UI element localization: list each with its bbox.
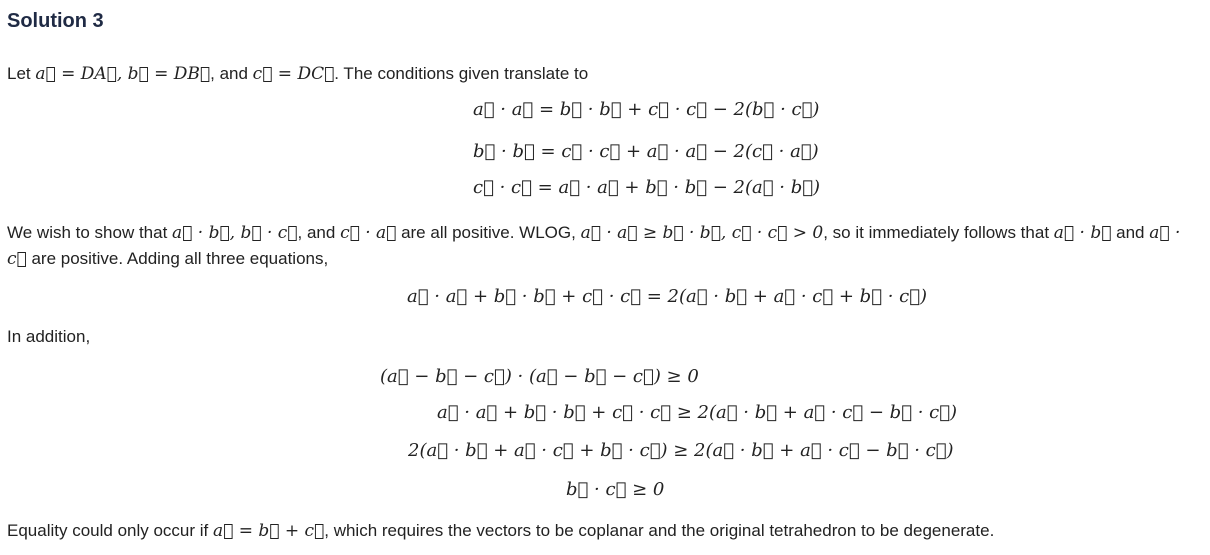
wish-text: are all positive. WLOG, [396, 223, 581, 242]
intro-paragraph [7, 61, 1190, 87]
wish-text: , so it immediately follows that [823, 223, 1054, 242]
dot-product-math: a⃗ · b⃗ [1053, 223, 1112, 243]
vector-definitions-math: a⃗ = DA⃗, b⃗ = DB⃗ [35, 64, 211, 84]
inequality-line: (a⃗ − b⃗ − c⃗) · (a⃗ − b⃗ − c⃗) ≥ 0 [380, 366, 699, 387]
condition-equation: c⃗ · c⃗ = a⃗ · a⃗ + b⃗ · b⃗ − 2(a⃗ · b⃗) [473, 177, 821, 198]
wish-text: We wish to show that [7, 223, 173, 242]
solution-heading: Solution 3 [7, 10, 104, 32]
dot-products-math: a⃗ · b⃗, b⃗ · c⃗ [172, 223, 298, 243]
intro-text: , and [210, 64, 253, 83]
equality-condition-math: a⃗ = b⃗ + c⃗ [213, 521, 325, 541]
wish-text: , and [297, 223, 341, 242]
conclusion-text: , which requires the vectors to be coplanar and the original tetrahedron to be degenerate. [324, 521, 995, 540]
conclusion-text: Equality could only occur if [7, 521, 213, 540]
vector-definition-math: c⃗ = DC⃗ [252, 64, 335, 84]
dot-product-math: c⃗ · a⃗ [340, 223, 397, 243]
conclusion-paragraph [7, 518, 1190, 544]
wish-paragraph [7, 220, 1190, 272]
inequality-line: b⃗ · c⃗ ≥ 0 [566, 479, 665, 500]
wish-text: and [1111, 223, 1150, 242]
wlog-math: a⃗ · a⃗ ≥ b⃗ · b⃗, c⃗ · c⃗ > 0 [580, 223, 824, 243]
condition-equation: b⃗ · b⃗ = c⃗ · c⃗ + a⃗ · a⃗ − 2(c⃗ · a⃗) [473, 141, 819, 162]
intro-text: Let [7, 64, 36, 83]
wish-text: are positive. Adding all three equations, [26, 249, 329, 268]
in-addition-text: In addition, [7, 327, 91, 346]
sum-equation: a⃗ · a⃗ + b⃗ · b⃗ + c⃗ · c⃗ = 2(a⃗ · b⃗ + a⃗ · c⃗ + b⃗ · c⃗) [407, 286, 928, 307]
dot-product-math: a⃗ · c⃗ [7, 223, 1181, 269]
inequality-line: 2(a⃗ · b⃗ + a⃗ · c⃗ + b⃗ · c⃗) ≥ 2(a⃗ · b⃗ + a⃗ · c⃗ − b⃗ · c⃗) [408, 440, 954, 461]
condition-equation: a⃗ · a⃗ = b⃗ · b⃗ + c⃗ · c⃗ − 2(b⃗ · c⃗) [473, 99, 820, 120]
intro-text: . The conditions given translate to [334, 64, 589, 83]
inequality-line: a⃗ · a⃗ + b⃗ · b⃗ + c⃗ · c⃗ ≥ 2(a⃗ · b⃗ + a⃗ · c⃗ − b⃗ · c⃗) [437, 402, 958, 423]
